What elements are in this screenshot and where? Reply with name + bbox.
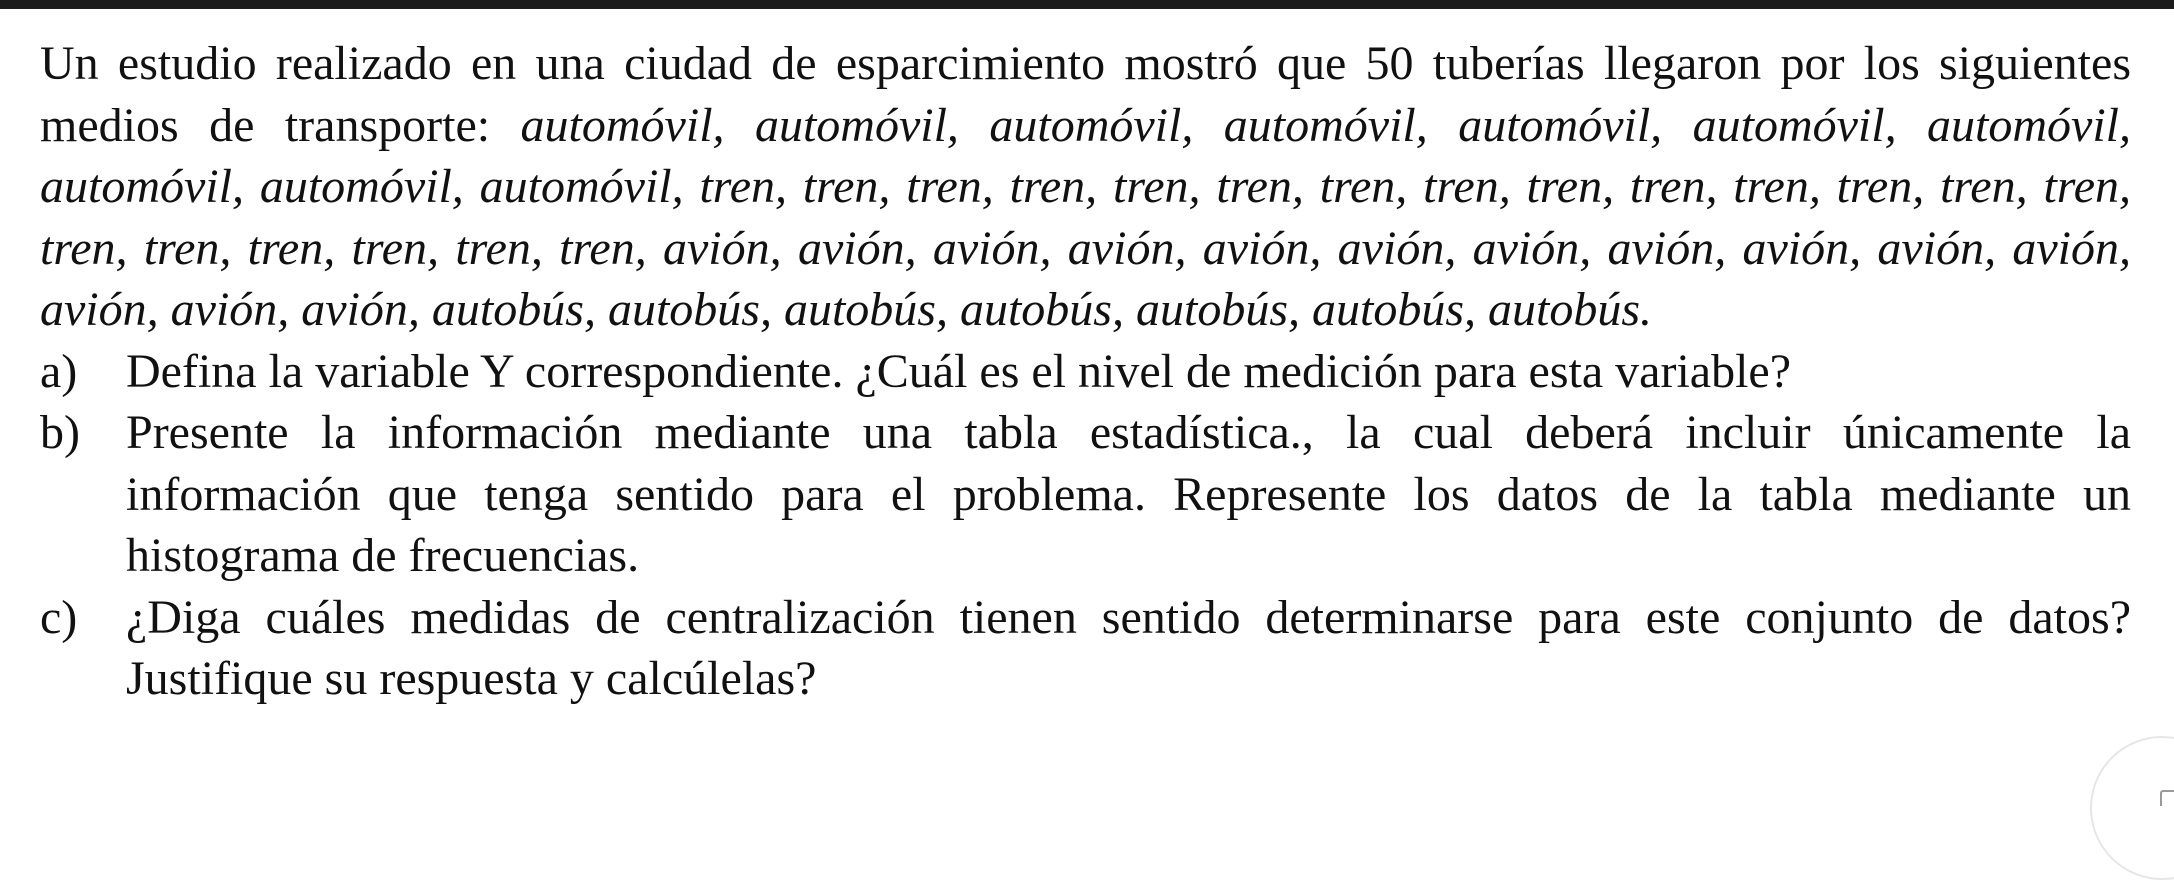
question-c-marker: c) (40, 590, 78, 644)
top-border (0, 0, 2174, 9)
question-b-text: Presente la información mediante una tabla estadística., la cual deberá incluir únicamente la información que tenga sentido para el problema. Represente los datos de la tabla mediante un histograma de frecuencias. (126, 406, 2131, 582)
question-c-text: ¿Diga cuáles medidas de centralización tienen sentido determinarse para este conjunto de datos? Justifique su respuesta y calcúlelas? (126, 590, 2131, 705)
question-b-marker: b) (40, 406, 80, 459)
intro-paragraph (40, 33, 2131, 341)
question-c (40, 587, 2131, 710)
corner-bracket-icon (2160, 790, 2174, 806)
question-list (40, 341, 2131, 710)
question-a-marker: a) (40, 344, 78, 398)
question-a (40, 341, 2131, 403)
question-b (40, 402, 2131, 587)
question-a-text: Defina la variable Y correspondiente. ¿Cuál es el nivel de medición para esta variable? (126, 344, 1792, 398)
corner-page-curl (2090, 736, 2174, 880)
problem-statement (40, 33, 2131, 710)
intro-text: Un estudio realizado en una ciudad de esparcimiento mostró que 50 tuberías llegaron por los siguientes medios de transporte: (40, 37, 2131, 152)
transport-list: automóvil, automóvil, automóvil, automóvil, automóvil, automóvil, automóvil, automóvil, automóvil, automóvil, tren, tren, tren, tren, tren, tren, tren, tren, tren, tren, tren, tren, tren, tren, tren, tren, tren, tren, tren, tren, avión, avión, avión, avión, avión, avión, avión, avión, avión, avión, avión, avión, avión, avión, autobús, autobús, autobús, autobús, autobús, autobús, autobús. (40, 98, 2131, 336)
